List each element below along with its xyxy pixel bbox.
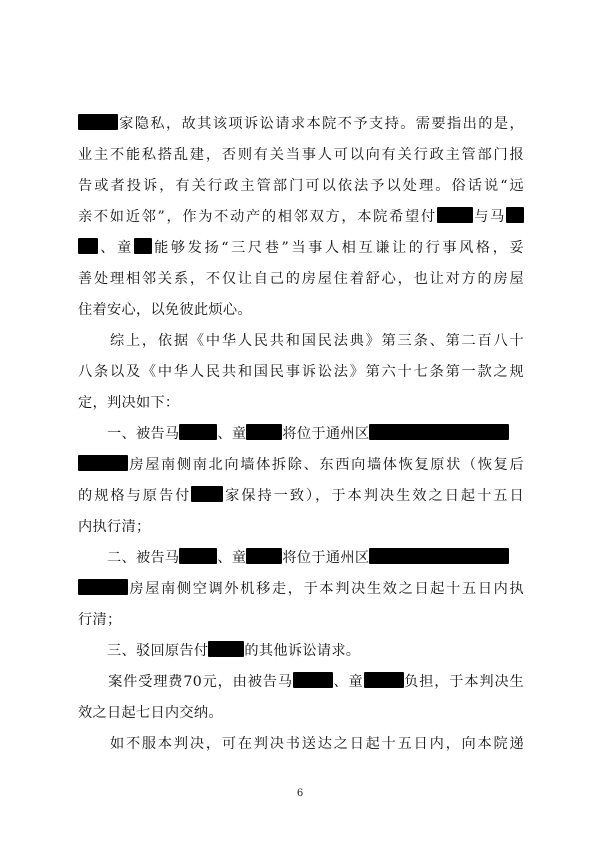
text-segment: 定，判决如下：	[78, 395, 180, 411]
redaction-box	[369, 548, 509, 564]
page-number: 6	[296, 788, 304, 799]
redaction-box	[246, 548, 282, 564]
redaction-box	[246, 424, 282, 440]
text-line	[78, 637, 524, 665]
text-line	[78, 358, 524, 386]
text-line	[78, 451, 524, 479]
text-segment: 案件受理费70元，由被告马	[78, 674, 293, 690]
redaction-box	[369, 424, 509, 440]
redaction-box	[179, 424, 217, 440]
text-segment: 一、被告马	[78, 426, 180, 442]
text-segment: 亲不如近邻”，作为不动产的相邻双方，本院希望付	[78, 209, 437, 225]
text-segment: 家保持一致），于本判决生效之日起十五日	[223, 488, 524, 504]
text-line	[78, 389, 524, 417]
text-segment: 告或者投诉，有关行政主管部门可以依法予以处理。俗话说“远	[78, 178, 524, 194]
text-line	[78, 141, 524, 169]
text-line	[78, 482, 524, 510]
redaction-box	[437, 207, 473, 223]
text-line	[78, 296, 524, 324]
text-segment: 二、被告马	[78, 550, 180, 566]
text-line	[78, 265, 524, 293]
text-segment: 、童	[217, 426, 247, 442]
redaction-box	[364, 672, 404, 688]
text-segment: 与马	[472, 209, 506, 225]
text-line	[78, 544, 524, 572]
text-segment: 八条以及《中华人民共和国民事诉讼法》第六十七条第一款之规	[78, 364, 524, 380]
text-segment: 业主不能私搭乱建，否则有关当事人可以向有关行政主管部门报	[78, 147, 524, 163]
text-line	[78, 606, 524, 634]
text-segment: 的其他诉讼请求。	[244, 643, 361, 659]
redaction-box	[179, 548, 217, 564]
text-segment: 房屋南侧南北向墙体拆除、东西向墙体恢复原状（恢复后	[128, 457, 524, 473]
text-segment: 行清；	[78, 612, 122, 628]
text-segment: 房屋南侧空调外机移走，于本判决生效之日起十五日内执	[128, 581, 524, 597]
text-line	[78, 234, 524, 262]
text-segment: 将位于通州区	[282, 550, 370, 566]
text-segment: 的规格与原告付	[78, 488, 192, 504]
text-line	[78, 172, 524, 200]
text-segment: 将位于通州区	[282, 426, 370, 442]
text-segment: 三、驳回原告付	[78, 643, 209, 659]
text-line	[78, 699, 524, 727]
text-segment: 如不服本判决，可在判决书送达之日起十五日内，向本院递	[78, 736, 524, 752]
text-segment: 综上，依据《中华人民共和国民法典》第三条、第二百八十	[78, 333, 524, 349]
redaction-box	[208, 641, 244, 657]
text-segment: 负担，于本判决生	[403, 674, 524, 690]
redaction-box	[78, 114, 118, 130]
text-line	[78, 575, 524, 603]
text-line	[78, 110, 524, 138]
text-line	[78, 668, 524, 696]
redaction-box	[293, 672, 333, 688]
text-line	[78, 327, 524, 355]
text-segment: 效之日起七日内交纳。	[78, 705, 223, 721]
redaction-box	[191, 486, 223, 502]
text-segment: 住着安心，以免彼此烦心。	[78, 302, 252, 318]
text-segment: 善处理相邻关系，不仅让自己的房屋住着舒心，也让对方的房屋	[78, 271, 524, 287]
text-line	[78, 203, 524, 231]
text-segment: 内执行清；	[78, 519, 151, 535]
text-segment: 、童	[98, 240, 134, 256]
text-segment: 、童	[217, 550, 247, 566]
redaction-box	[78, 579, 128, 595]
redaction-box	[78, 238, 98, 254]
redaction-box	[506, 207, 524, 223]
text-segment: 能够发扬“三尺巷”当事人相互谦让的行事风格，妥	[151, 240, 524, 256]
text-line	[78, 420, 524, 448]
text-segment: 、童	[332, 674, 364, 690]
redaction-box	[134, 238, 152, 254]
redaction-box	[78, 455, 128, 471]
text-line	[78, 513, 524, 541]
text-segment: 家隐私，故其该项诉讼请求本院不予支持。需要指出的是，	[118, 116, 524, 132]
text-line	[78, 730, 524, 758]
